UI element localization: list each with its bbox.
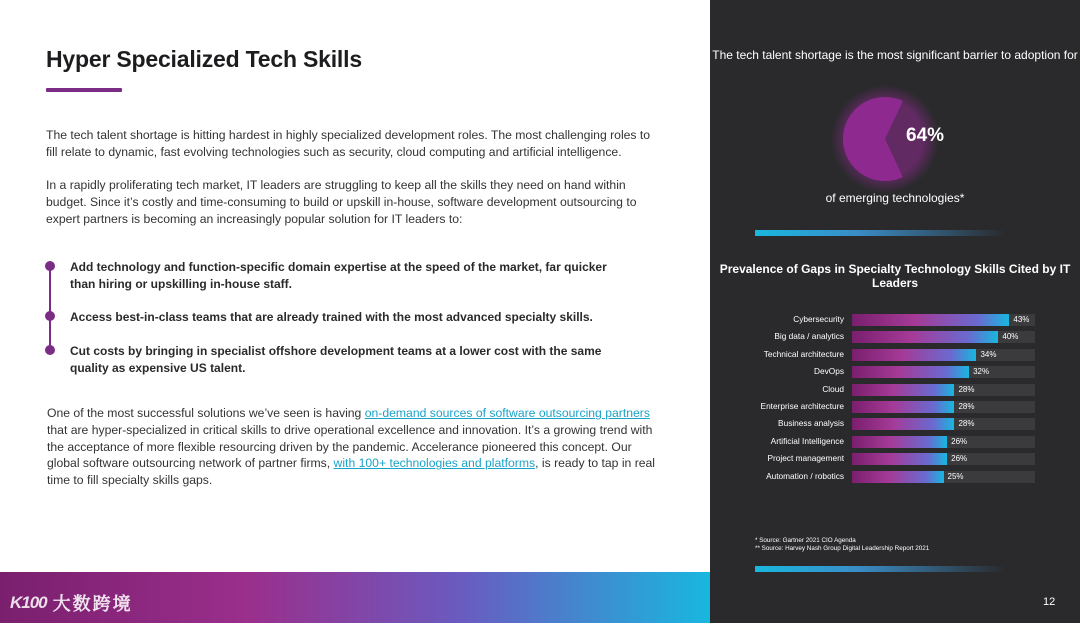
value-label: 43% [1013,315,1030,324]
bar [852,331,998,343]
chart-row [710,348,1080,362]
stats-sidebar [710,0,1080,623]
chart-row [710,452,1080,466]
chart-row [710,417,1080,431]
source-note: * Source: Gartner 2021 CIO Agenda [755,537,856,544]
logo-text: 大数跨境 [52,594,133,614]
intro-paragraph: The tech talent shortage is hitting hardest in highly specialized development roles. The most challenging roles to fill relate to dynamic, fast evolving technologies such as security, cloud computing and artificial intelligence. [46,128,651,159]
section-divider [755,230,1005,236]
skills-gap-bar-chart [710,313,1080,493]
source-notes [755,537,929,553]
bar [852,366,969,378]
technologies-platforms-link[interactable]: with 100+ technologies and platforms [333,456,536,471]
value-label: 28% [958,402,975,411]
bar [852,453,947,465]
solution-text-1: One of the most successful solutions we’ve seen is having [47,406,365,420]
bar [852,349,976,361]
bullet-connector-line [49,266,51,351]
category-label: Enterprise architecture [760,401,844,411]
category-label: Big data / analytics [774,331,844,342]
bar [852,471,944,483]
bar [852,401,954,413]
bar [852,314,1009,326]
chart-row [710,435,1080,449]
value-label: 28% [958,384,975,394]
page-title: Hyper Specialized Tech Skills [46,46,362,72]
value-label: 26% [951,454,968,464]
value-label: 34% [980,349,997,359]
benefit-text: Add technology and function-specific domain expertise at the speed of the market, far quicker than hiring or upskilling in-house staff. [70,260,607,291]
benefit-text: Access best-in-class teams that are already trained with the most advanced specialty skills. [70,310,593,324]
chart-row [710,365,1080,379]
solution-text-3: , is ready to tap in real time to fill specialty skills gaps. [47,456,656,488]
bullet-dot-icon [45,311,55,321]
page-number: 12 [1043,596,1056,608]
category-label: Cybersecurity [793,314,844,324]
solution-paragraph [47,405,667,489]
title-underline [46,88,122,92]
category-label: Technical architecture [763,348,844,359]
category-label: Automation / robotics [766,470,844,481]
stat-value: 64% [906,125,945,146]
source-note: ** Source: Harvey Nash Group Digital Leadership Report 2021 [755,545,930,552]
chart-row [710,313,1080,327]
bullet-dot-icon [45,345,55,355]
category-label: Artificial Intelligence [770,435,844,446]
footer-divider [755,566,1005,572]
outsourcing-partners-link[interactable]: on-demand sources of software outsourcing partners [364,406,650,420]
chart-row [710,470,1080,484]
stat-caption: of emerging technologies* [825,191,965,205]
chart-title: Prevalence of Gaps in Specialty Technology Skills Cited by IT Leaders [719,262,1071,290]
value-label: 26% [951,436,968,446]
stat-heading: The tech talent shortage is the most significant barrier to adoption for [712,48,1078,62]
context-paragraph: In a rapidly proliferating tech market, IT leaders are struggling to keep all the skills they need on hand within budget. Since it’s costly and time-consuming to build or upskill in-house, software development outsourcing to expert partners is becoming an increasingly popular solution for IT leaders to: [46,178,637,226]
benefit-list [40,256,640,386]
chart-row [710,383,1080,397]
value-label: 32% [973,367,990,377]
category-label: Cloud [822,383,844,394]
value-label: 25% [947,471,964,481]
bar [852,384,954,396]
value-label: 40% [1002,332,1019,342]
value-label: 28% [958,419,975,429]
chart-row [710,400,1080,414]
bullet-dot-icon [45,261,55,271]
logo-mark-icon: K100 [10,593,47,612]
chart-row [710,330,1080,344]
benefit-text: Cut costs by bringing in specialist offshore development teams at a lower cost with the same quality as expensive US talent. [70,344,602,375]
category-label: Business analysis [778,418,844,429]
category-label: Project management [767,453,844,464]
watermark-logo [10,588,133,618]
category-label: DevOps [814,366,844,377]
solution-text-2: that are hyper-specialized in critical skills to drive operational excellence and innovation. It’s a growing trend with the acceptance of more flexible resourcing driven by the pandemic. Accelerance pioneered this concept. Our global software outsourcing network of partner firms, [47,422,653,471]
bar [852,436,947,448]
bar [852,418,954,430]
